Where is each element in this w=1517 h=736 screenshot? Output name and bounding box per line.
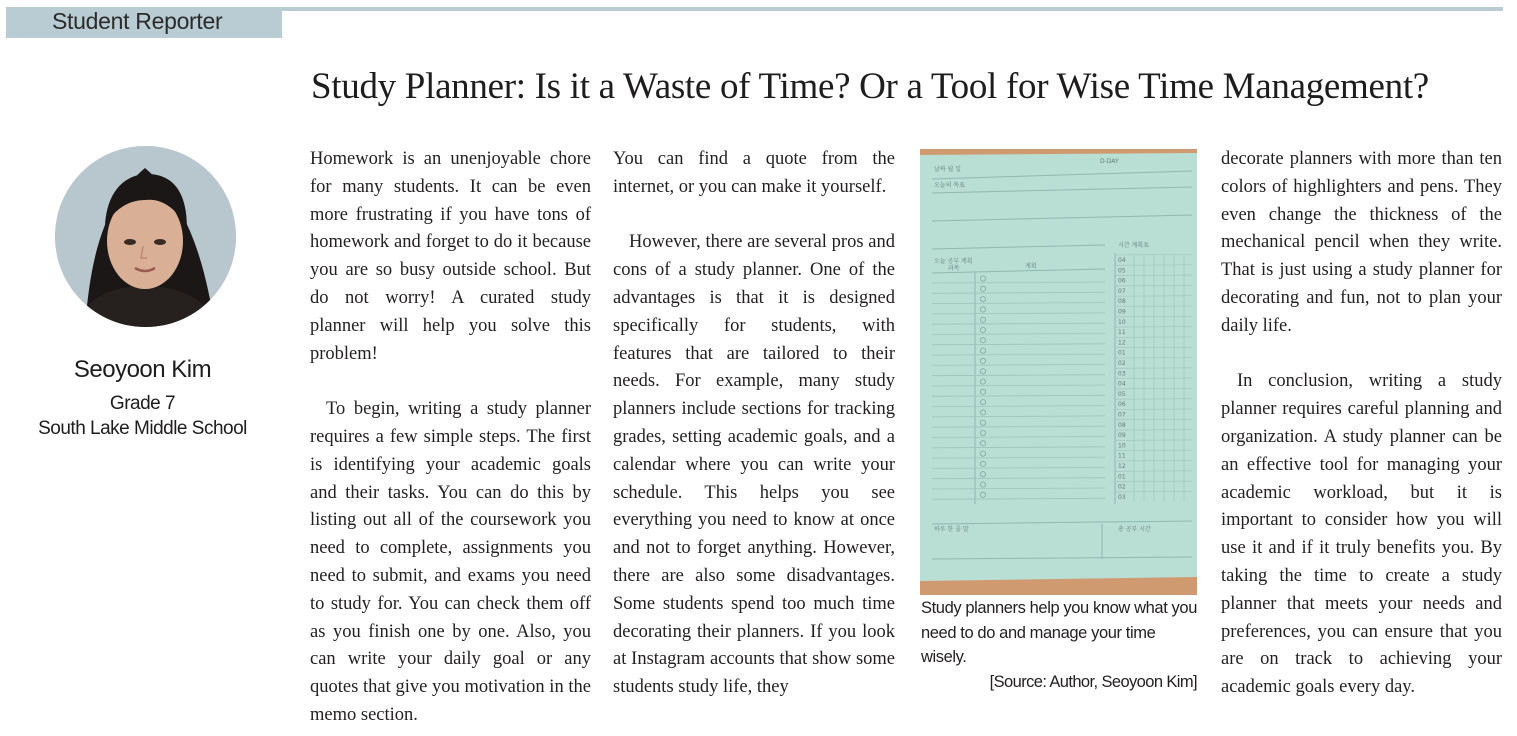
planner-photo — [920, 149, 1197, 595]
planner-hour-label: 03 — [1118, 493, 1126, 501]
planner-hour-label: 04 — [1118, 380, 1126, 388]
planner-footer-left: 하루 한 줄 말 — [934, 526, 969, 533]
planner-hour-label: 12 — [1118, 463, 1126, 470]
planner-hour-label: 04 — [1118, 257, 1126, 264]
planner-hour-label: 06 — [1118, 277, 1126, 285]
planner-hour-label: 08 — [1118, 421, 1126, 429]
article-column-1 — [310, 146, 591, 730]
planner-time-label: 시간 계획표 — [1118, 242, 1149, 249]
paragraph: You can find a quote from the internet, or you can make it yourself. — [613, 149, 895, 197]
author-school: South Lake Middle School — [38, 418, 247, 439]
photo-caption: Study planners help you know what you need to do and manage your time wisely. — [921, 599, 1197, 666]
planner-hour-label: 10 — [1118, 318, 1126, 326]
planner-hour-label: 03 — [1118, 370, 1126, 378]
section-label: Student Reporter — [52, 8, 223, 34]
article-column-2 — [613, 146, 895, 702]
planner-plan-col-label: 계획 — [1025, 263, 1037, 270]
author-grade: Grade 7 — [109, 393, 176, 414]
planner-dday-label: D-DAY — [1100, 158, 1119, 165]
planner-hour-label: 08 — [1118, 298, 1126, 306]
planner-plan-label: 오늘 공부 계획 — [934, 258, 973, 265]
planner-hour-label: 07 — [1118, 287, 1126, 295]
planner-hour-label: 11 — [1118, 452, 1126, 460]
planner-hour-label: 10 — [1118, 442, 1126, 450]
planner-goal-label: 오늘의 목표 — [934, 182, 965, 189]
paragraph: decorate planners with more than ten colors of highlighters and pens. They even change the thickness of the mechanical pencil when they write. That is just using a study planner for decorating and fun, not to plan your daily life. — [1221, 149, 1502, 336]
planner-date-label: 날짜 월 일 — [934, 166, 961, 173]
planner-hour-label: 05 — [1118, 267, 1126, 275]
photo-source: [Source: Author, Seoyoon Kim] — [989, 673, 1197, 691]
article-column-4 — [1221, 146, 1502, 702]
planner-subject-label: 과목 — [948, 265, 960, 272]
author-avatar — [55, 146, 236, 327]
planner-hour-label: 02 — [1118, 360, 1126, 367]
planner-hour-label: 02 — [1118, 483, 1126, 491]
planner-hour-label: 09 — [1118, 432, 1126, 440]
planner-hour-label: 01 — [1118, 349, 1126, 357]
planner-hour-label: 06 — [1118, 401, 1126, 409]
planner-footer-right: 총 공부 시간 — [1118, 526, 1151, 533]
author-name: Seoyoon Kim — [73, 356, 212, 383]
paragraph: Homework is an unenjoyable chore for many students. It can be even more frustrating if you have tons of homework and forget to do it because you are so busy outside school. But do not worry! A curated study planner will help you solve this problem! — [310, 149, 591, 364]
planner-hour-label: 09 — [1118, 308, 1126, 316]
study-planner-illustration — [920, 149, 1197, 595]
paragraph: To begin, writing a study planner requires a few simple steps. The first is identifying your academic goals and their tasks. You can do this by listing out all of the coursework you need to complete, assignments you need to submit, and exams you need to study for. You can check them off as you finish one by one. Also, you can write your daily goal or any quotes that give you motivation in the memo section. — [310, 399, 591, 725]
planner-hour-label: 05 — [1118, 390, 1126, 398]
planner-hour-label: 07 — [1118, 411, 1126, 419]
author-portrait-illustration — [55, 146, 236, 327]
planner-hour-label: 01 — [1118, 473, 1126, 481]
article-headline: Study Planner: Is it a Waste of Time? Or a Tool for Wise Time Management? — [311, 66, 1429, 107]
paragraph: In conclusion, writing a study planner requires careful planning and organization. A study planner can be an effective tool for managing your academic workload, but it is important to consider how you will use it and if it truly benefits you. By taking the time to create a study planner that meets your needs and preferences, you can ensure that you are on track to achieving your academic goals every day. — [1221, 371, 1502, 698]
planner-hour-label: 11 — [1118, 329, 1126, 337]
planner-hour-label: 12 — [1118, 339, 1126, 347]
paragraph: However, there are several pros and cons of a study planner. One of the advantages is that it is designed specifically for students, with features that are tailored to their needs. For example, many study planners include sections for tracking grades, setting academic goals, and a calendar where you can write your schedule. This helps you see everything you need to know at once and not to forget anything. However, there are also some disadvantages. Some students spend too much time decorating their planners. If you look at Instagram accounts that show some students study life, they — [613, 232, 895, 698]
